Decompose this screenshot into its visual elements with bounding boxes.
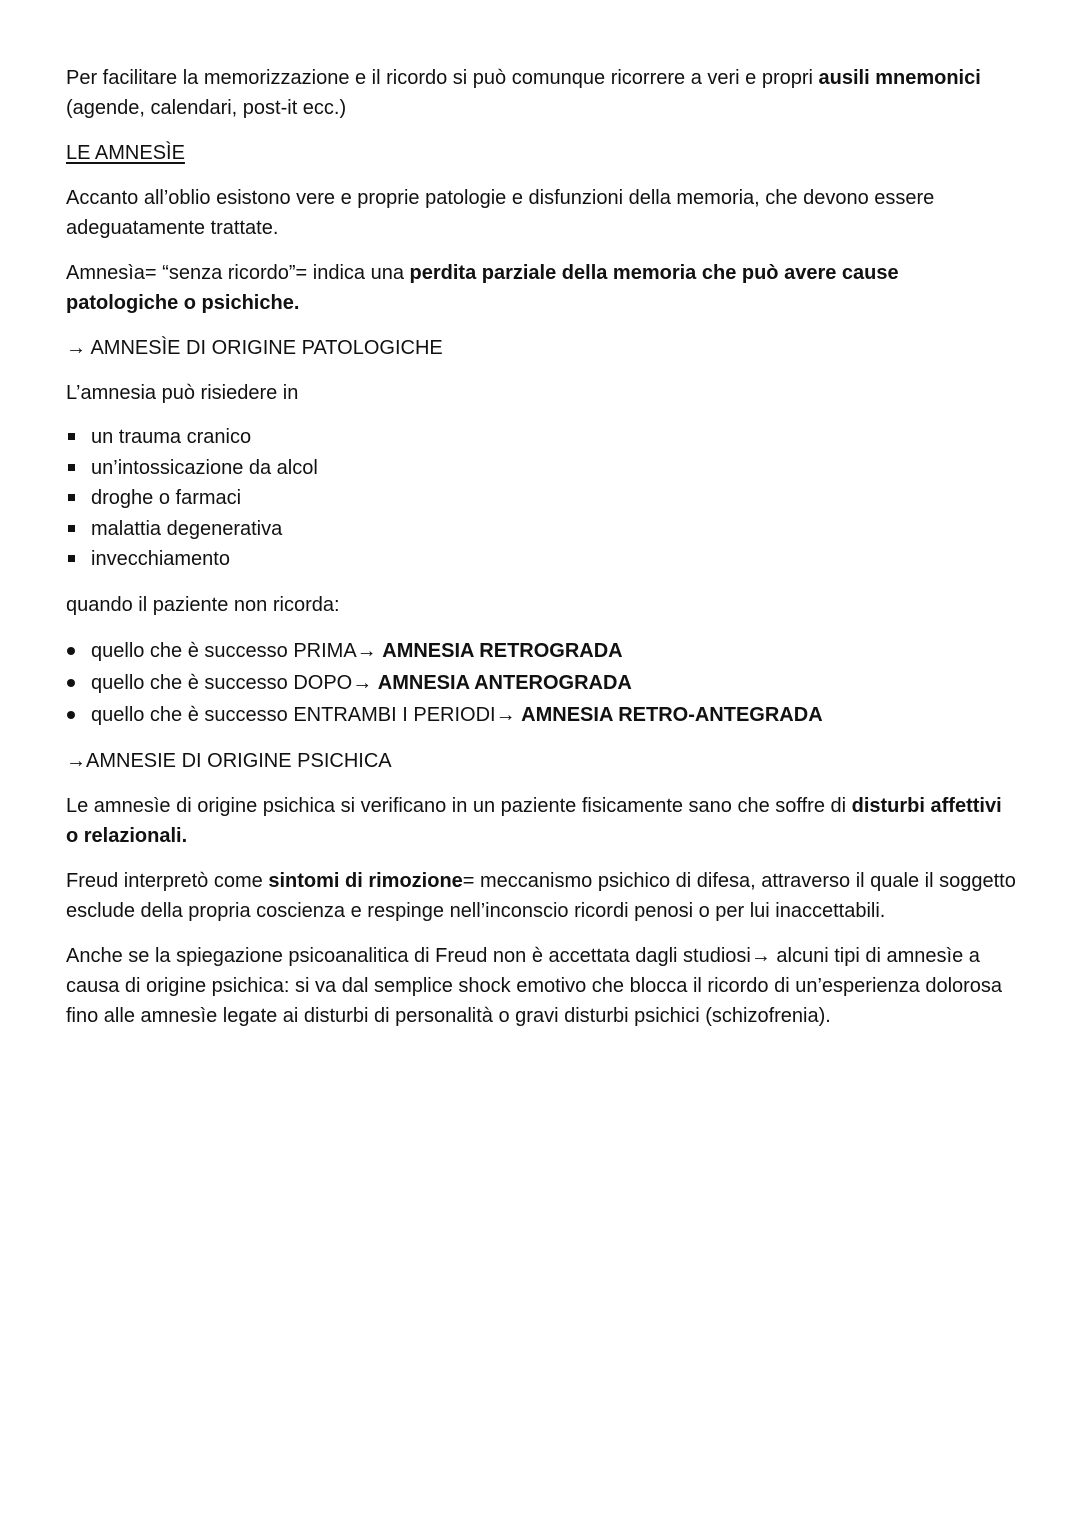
document-page <box>66 63 1016 1046</box>
definition-paragraph: Amnesìa= “senza ricordo”= indica una perdita parziale della memoria che può avere cause patologiche o psichiche. <box>66 262 899 314</box>
list-item: un trauma cranico <box>66 422 1016 453</box>
list-item: droghe o farmaci <box>66 483 1016 514</box>
intro-bold-term: ausili mnemonici <box>818 67 981 89</box>
section-title: LE AMNESÌE <box>66 142 185 164</box>
list-item: un’intossicazione da alcol <box>66 453 1016 484</box>
definition-bold: perdita parziale della memoria che può avere cause patologiche o psichiche. <box>66 262 899 314</box>
psychic-paragraph-1: Le amnesìe di origine psichica si verificano in un paziente fisicamente sano che soffre di disturbi affettivi o relazionali. <box>66 794 1002 847</box>
oblio-paragraph: Accanto all’oblio esistono vere e proprie patologie e disfunzioni della memoria, che devono essere adeguatamente trattate. <box>66 187 935 239</box>
psychic-paragraph-3: Anche se la spiegazione psicoanalitica di Freud non è accettata dagli studiosi→ alcuni tipi di amnesìe a causa di origine psichica: si va dal semplice shock emotivo che blocca il ricordo di un’esperienza dolorosa fino alle amnesìe legate ai disturbi di personalità o gravi disturbi psichici (schizofrenia). <box>66 944 1003 1027</box>
pathological-intro: L’amnesia può risiedere in <box>66 382 299 404</box>
amnesia-types-list <box>66 635 1016 731</box>
list-item: quello che è successo ENTRAMBI I PERIODI→ AMNESIA RETRO-ANTEGRADA <box>66 699 1016 731</box>
list-item: invecchiamento <box>66 544 1016 575</box>
intro-paragraph: Per facilitare la memorizzazione e il ricordo si può comunque ricorrere a veri e propri ausili mnemonici (agende, calendari, post-it ecc.) <box>66 67 981 119</box>
when-paragraph: quando il paziente non ricorda: <box>66 593 340 616</box>
pathological-heading: → AMNESÌE DI ORIGINE PATOLOGICHE <box>66 337 443 359</box>
list-item: quello che è successo PRIMA→ AMNESIA RETROGRADA <box>66 635 1016 667</box>
list-item: quello che è successo DOPO→ AMNESIA ANTEROGRADA <box>66 667 1016 699</box>
causes-list <box>66 422 1016 575</box>
psychic-paragraph-2: Freud interpretò come sintomi di rimozione= meccanismo psichico di difesa, attraverso il quale il soggetto esclude della propria coscienza e respinge nell’inconscio ricordi penosi o per lui inaccettabili. <box>66 869 1016 922</box>
psychic-heading: →AMNESIE DI ORIGINE PSICHICA <box>66 749 392 772</box>
list-item: malattia degenerativa <box>66 514 1016 545</box>
